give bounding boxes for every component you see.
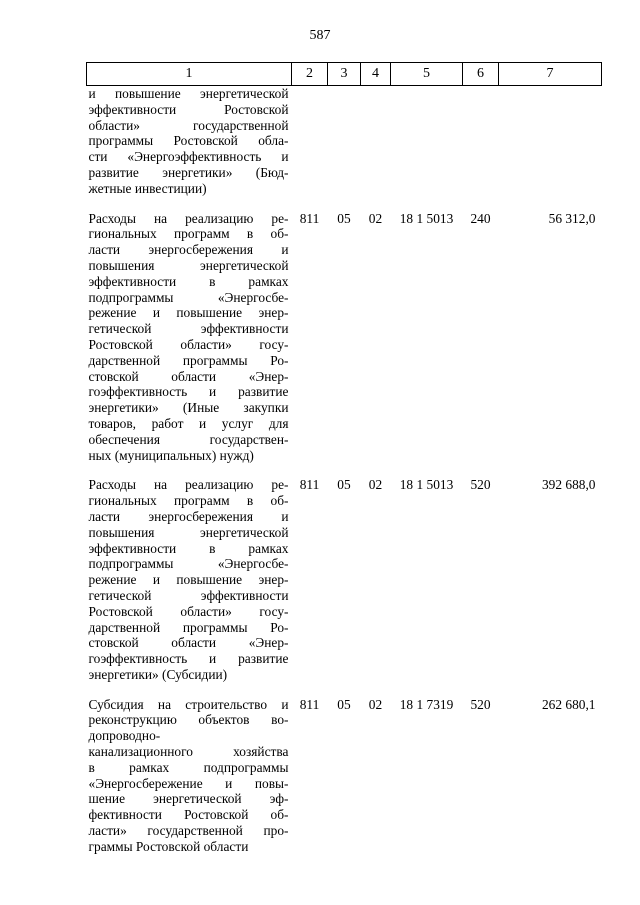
cell-amount: 262 680,1 — [541, 696, 596, 712]
cell-expense-type — [463, 86, 499, 197]
header-col-4: 4 — [361, 63, 391, 86]
cell-expense-type: 520 — [470, 696, 491, 712]
description-line: Субсидия на строительство и — [88, 696, 289, 712]
description-line: обеспечения государствен- — [88, 431, 289, 447]
table-row — [87, 211, 602, 464]
budget-table — [86, 62, 602, 855]
description-line: Расходы на реализацию ре- — [88, 477, 289, 493]
cell-target-article: 18 1 7319 — [399, 696, 454, 712]
cell-section-code — [328, 86, 361, 197]
description-line: дарственной программы Ро- — [88, 352, 289, 368]
description-line: эффективности в рамках — [88, 540, 289, 556]
description-line: ласти энергосбережения и — [88, 508, 289, 524]
table-row — [87, 697, 602, 855]
table-body — [87, 86, 602, 855]
description-line: гиональных программ в об- — [88, 226, 289, 242]
description-line: подпрограммы «Энергосбе- — [88, 289, 289, 305]
cell-ministry-code: 811 — [299, 477, 320, 493]
cell-subsection-code: 02 — [368, 477, 383, 493]
header-col-5: 5 — [391, 63, 463, 86]
cell-section-code: 05 — [337, 477, 351, 493]
row-spacer — [87, 683, 602, 697]
table-header-row — [87, 63, 602, 86]
cell-target-article: 18 1 5013 — [399, 210, 454, 226]
cell-ministry-code: 811 — [299, 696, 320, 712]
description-line: режение и повышение энер- — [88, 572, 289, 588]
description-line: и повышение энергетической — [88, 86, 289, 101]
header-col-7: 7 — [499, 63, 602, 86]
cell-subsection-code: 02 — [368, 696, 383, 712]
description-line: режение и повышение энер- — [88, 305, 289, 321]
description-line: жетные инвестиции) — [88, 180, 207, 196]
cell-ministry-code: 811 — [299, 210, 320, 226]
description-line: программы Ростовской обла- — [88, 133, 289, 149]
description-line: в рамках подпрограммы — [88, 759, 289, 775]
description-line: гоэффективность и развитие — [88, 384, 289, 400]
table-row — [87, 477, 602, 682]
description-line: ласти энергосбережения и — [88, 242, 289, 258]
description-line: товаров, работ и услуг для — [88, 415, 289, 431]
cell-amount — [499, 86, 602, 197]
cell-expense-type: 240 — [470, 210, 491, 226]
description-line: допроводно- — [88, 728, 161, 744]
description-line: области» государственной — [88, 117, 289, 133]
description-line: развитие энергетики» (Бюд- — [88, 164, 289, 180]
cell-target-article — [391, 86, 463, 197]
cell-amount: 56 312,0 — [548, 210, 596, 226]
description-line: гетической эффективности — [88, 587, 289, 603]
description-line: гоэффективность и развитие — [88, 651, 289, 667]
row-description — [87, 697, 292, 855]
row-spacer — [87, 197, 602, 211]
header-col-2: 2 — [292, 63, 328, 86]
description-line: подпрограммы «Энергосбе- — [88, 556, 289, 572]
description-line: шение энергетической эф- — [88, 791, 289, 807]
cell-section-code: 05 — [337, 210, 351, 226]
description-line: фективности Ростовской об- — [88, 807, 289, 823]
description-line: эффективности Ростовской — [88, 101, 289, 117]
description-line: канализационного хозяйства — [88, 744, 289, 760]
cell-ministry-code — [292, 86, 328, 197]
cell-subsection-code: 02 — [368, 210, 383, 226]
description-line: эффективности в рамках — [88, 273, 289, 289]
header-col-6: 6 — [463, 63, 499, 86]
description-line: повышения энергетической — [88, 257, 289, 273]
description-line: Расходы на реализацию ре- — [88, 210, 289, 226]
description-line: граммы Ростовской области — [88, 838, 249, 854]
description-line: стовской области «Энер- — [88, 368, 289, 384]
page-number: 587 — [309, 28, 331, 43]
row-description — [87, 86, 292, 197]
description-line: повышения энергетической — [88, 524, 289, 540]
cell-expense-type: 520 — [470, 477, 491, 493]
cell-target-article: 18 1 5013 — [399, 477, 454, 493]
description-line: «Энергосбережение и повы- — [88, 775, 289, 791]
row-spacer — [87, 463, 602, 477]
cell-subsection-code — [361, 86, 391, 197]
description-line: энергетики» (Иные закупки — [88, 400, 289, 416]
row-description — [87, 211, 292, 464]
description-line: гетической эффективности — [88, 321, 289, 337]
description-line: Ростовской области» госу- — [88, 336, 289, 352]
description-line: энергетики» (Субсидии) — [88, 666, 228, 682]
description-line: сти «Энергоэффективность и — [88, 149, 289, 165]
table-row — [87, 86, 602, 197]
header-col-3: 3 — [328, 63, 361, 86]
description-line: дарственной программы Ро- — [88, 619, 289, 635]
description-line: стовской области «Энер- — [88, 635, 289, 651]
cell-amount: 392 688,0 — [541, 477, 596, 493]
description-line: ных (муниципальных) нужд) — [88, 447, 254, 463]
description-line: гиональных программ в об- — [88, 493, 289, 509]
description-line: реконструкцию объектов во- — [88, 712, 289, 728]
row-description — [87, 477, 292, 682]
cell-section-code: 05 — [337, 696, 351, 712]
description-line: ласти» государственной про- — [88, 823, 289, 839]
header-col-1: 1 — [87, 63, 292, 86]
description-line: Ростовской области» госу- — [88, 603, 289, 619]
